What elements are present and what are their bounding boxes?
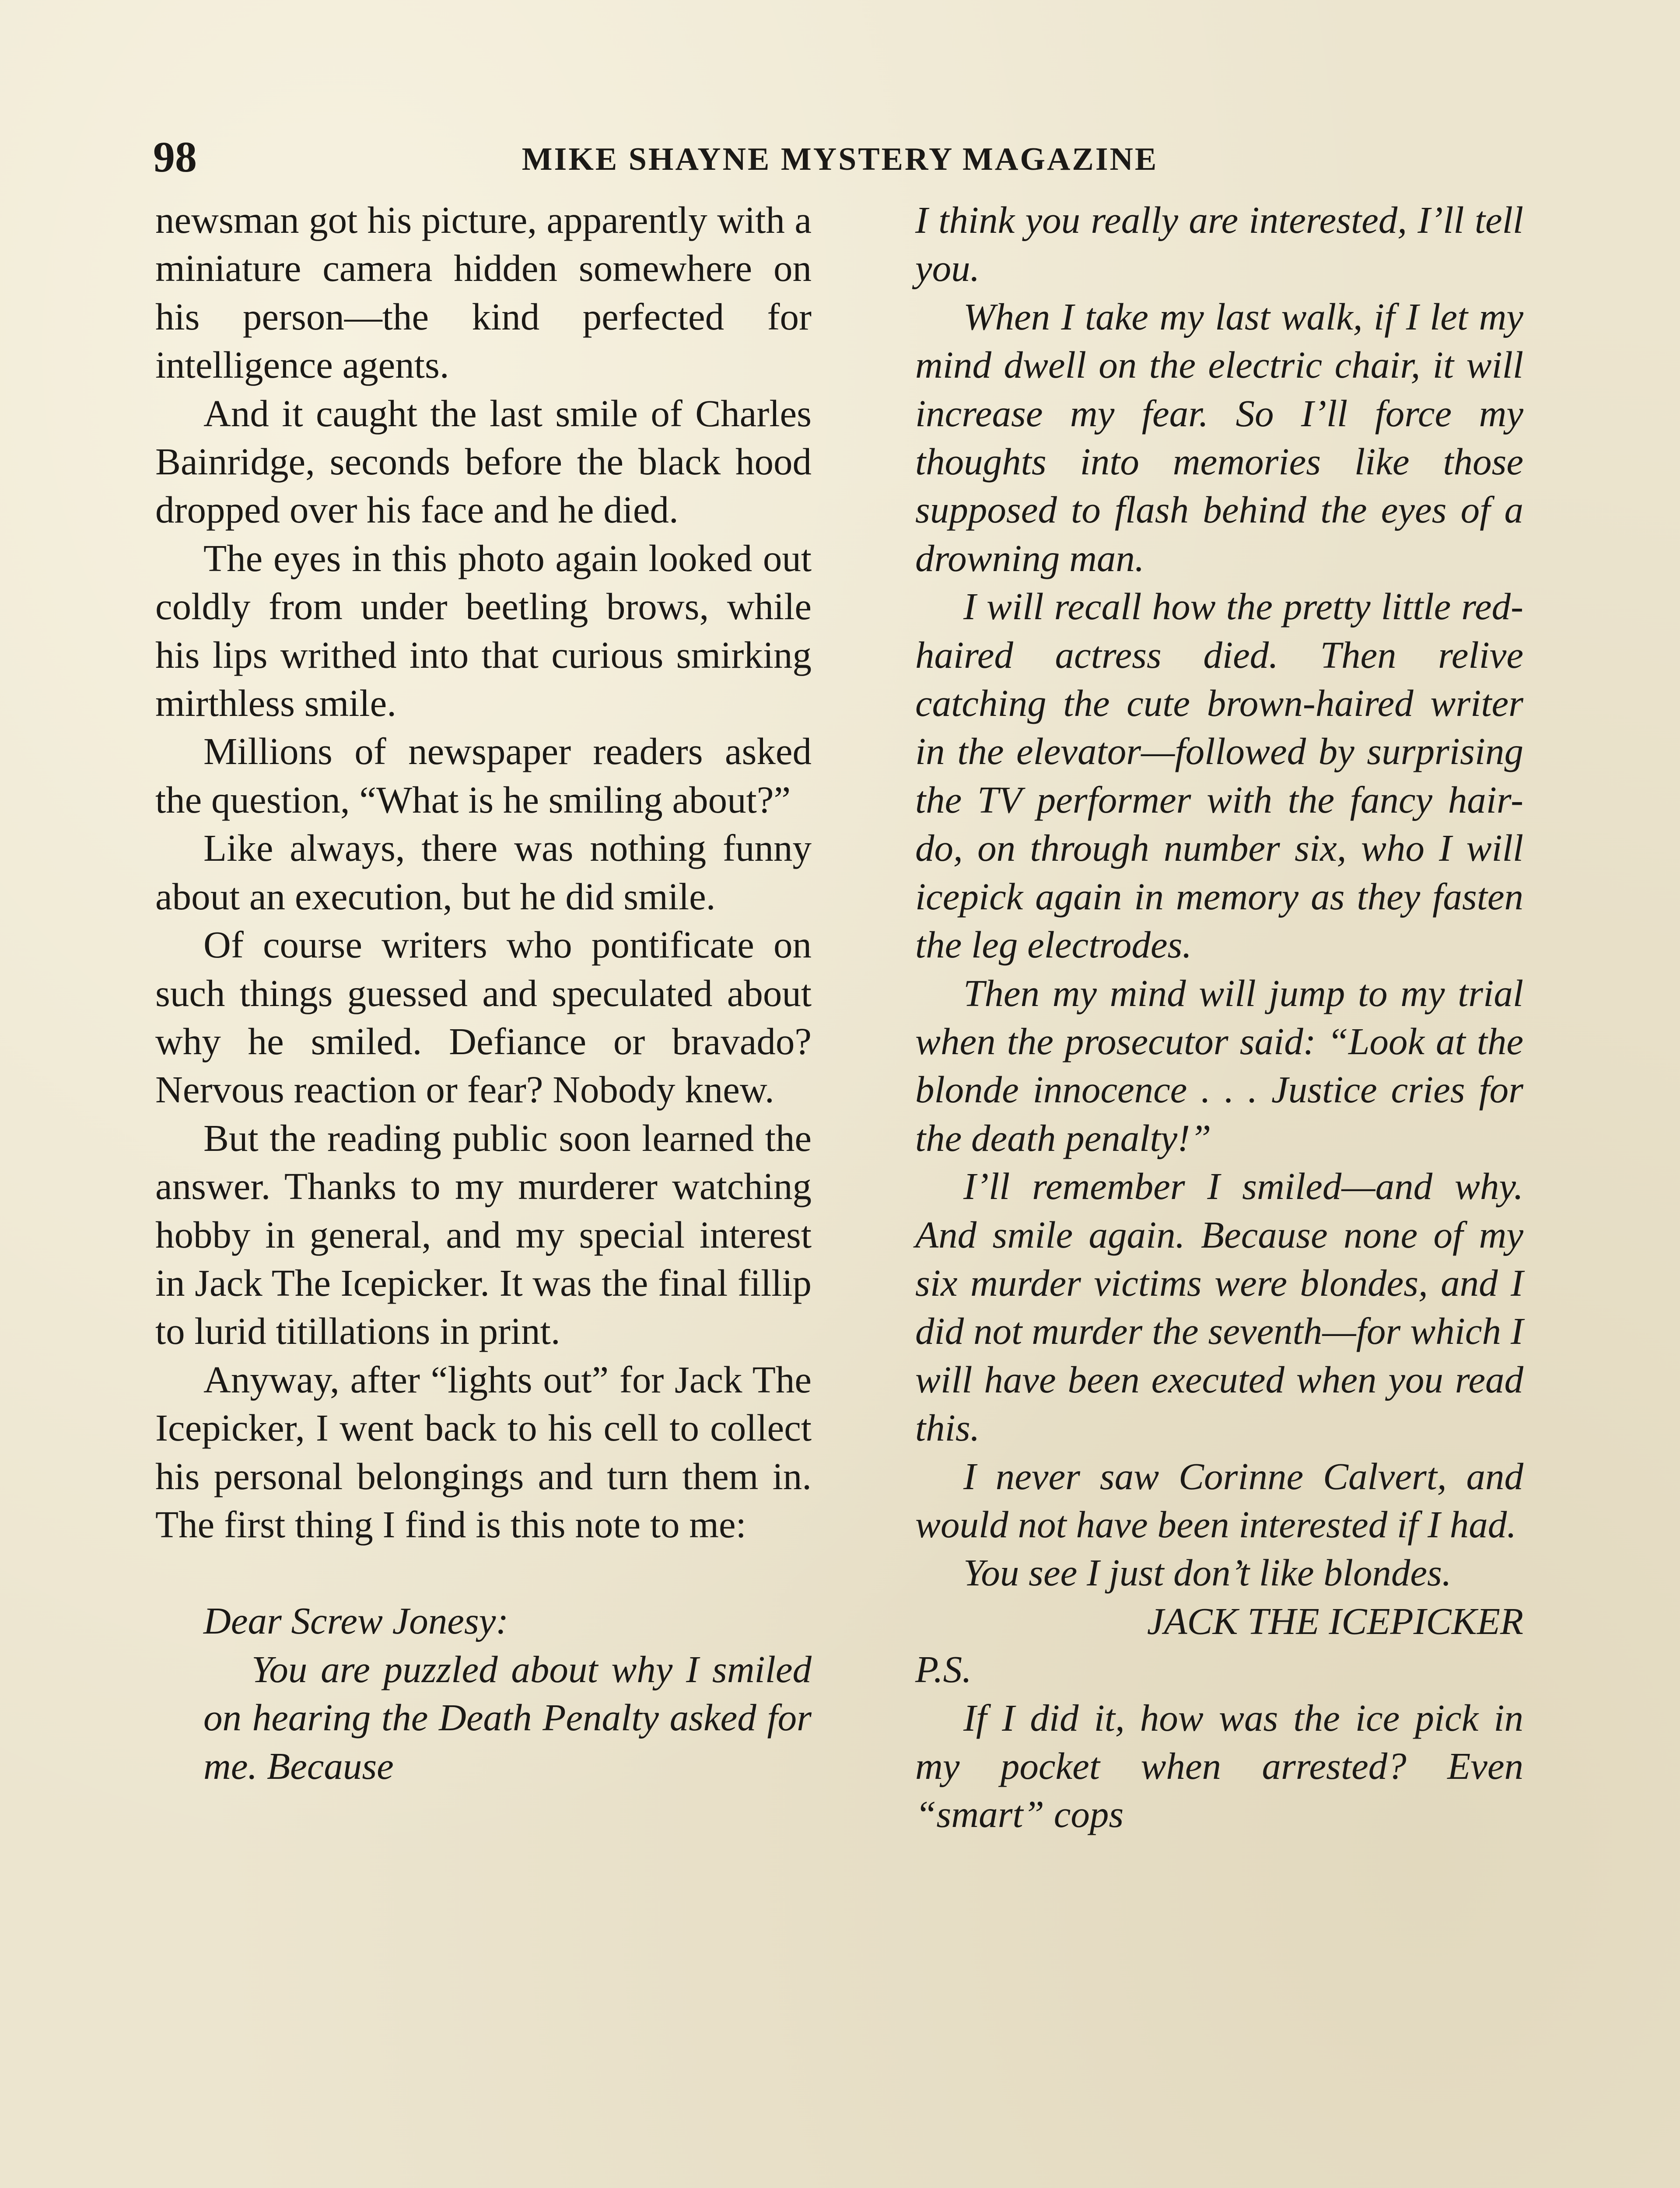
page-number: 98	[153, 133, 197, 181]
right-column	[915, 196, 1523, 1839]
paragraph: newsman got his picture, apparently with a miniature camera hidden somewhere on his person—the kind perfected for intelligence agents.	[155, 199, 812, 386]
letter-paragraph: I never saw Corinne Calvert, and would not have been interested if I had.	[915, 1455, 1523, 1546]
paragraph: The eyes in this photo again looked out coldly from under beetling brows, while his lips writhed into that curious smirking mirthless smile.	[155, 536, 812, 725]
paragraph: Like always, there was nothing funny about an execution, but he did smile.	[155, 827, 812, 918]
letter-paragraph: Then my mind will jump to my trial when the prosecutor said: “Look at the blonde innocence . . . Justice cries for the death penalty!”	[915, 971, 1523, 1159]
letter-paragraph: You see I just don’t like blondes.	[963, 1551, 1452, 1594]
left-column	[155, 196, 812, 1790]
postscript-text: If I did it, how was the ice pick in my pocket when arrested? Even “smart” cops	[915, 1696, 1523, 1836]
paragraph: And it caught the last smile of Charles Bainridge, seconds before the black hood dropped over his face and he died.	[155, 392, 812, 531]
page-header	[153, 131, 1527, 184]
letter-paragraph: I’ll remember I smiled—and why. And smile again. Because none of my six murder victims were blondes, and I did not murder the seventh—for which I will have been executed when you read this.	[915, 1165, 1523, 1449]
running-head: MIKE SHAYNE MYSTERY MAGAZINE	[522, 141, 1158, 177]
letter-paragraph: I think you really are interested, I’ll tell you.	[915, 199, 1523, 290]
paragraph: Millions of newspaper readers asked the question, “What is he smiling about?”	[155, 730, 812, 821]
letter-salutation: Dear Screw Jonesy:	[203, 1599, 509, 1642]
paragraph: But the reading public soon learned the answer. Thanks to my murderer watching hobby in general, and my special interest in Jack The Icepicker. It was the final fillip to lurid titillations in print.	[155, 1116, 812, 1353]
letter-paragraph: When I take my last walk, if I let my mind dwell on the electric chair, it will increase my fear. So I’ll force my thoughts into memories like those supposed to flash behind the eyes of a drowning man.	[915, 295, 1523, 579]
postscript-label: P.S.	[915, 1648, 972, 1691]
paragraph: Anyway, after “lights out” for Jack The Icepicker, I went back to his cell to collect his personal belongings and turn them in. The first thing I find is this note to me:	[155, 1358, 812, 1546]
letter-block	[155, 1597, 812, 1790]
letter-paragraph: I will recall how the pretty little red-haired actress died. Then relive catching the cute brown-haired writer in the elevator—followed by surprising the TV performer with the fancy hair-do, on through number six, who I will icepick again in memory as they fasten the leg electrodes.	[915, 585, 1523, 966]
letter-signature: JACK THE ICEPICKER	[1147, 1599, 1523, 1642]
letter-paragraph: You are puzzled about why I smiled on hearing the Death Penalty asked for me. Because	[203, 1648, 812, 1787]
paragraph: Of course writers who pontificate on such things guessed and speculated about why he smiled. Defiance or bravado? Nervous reaction or fear? Nobody knew.	[155, 923, 812, 1111]
